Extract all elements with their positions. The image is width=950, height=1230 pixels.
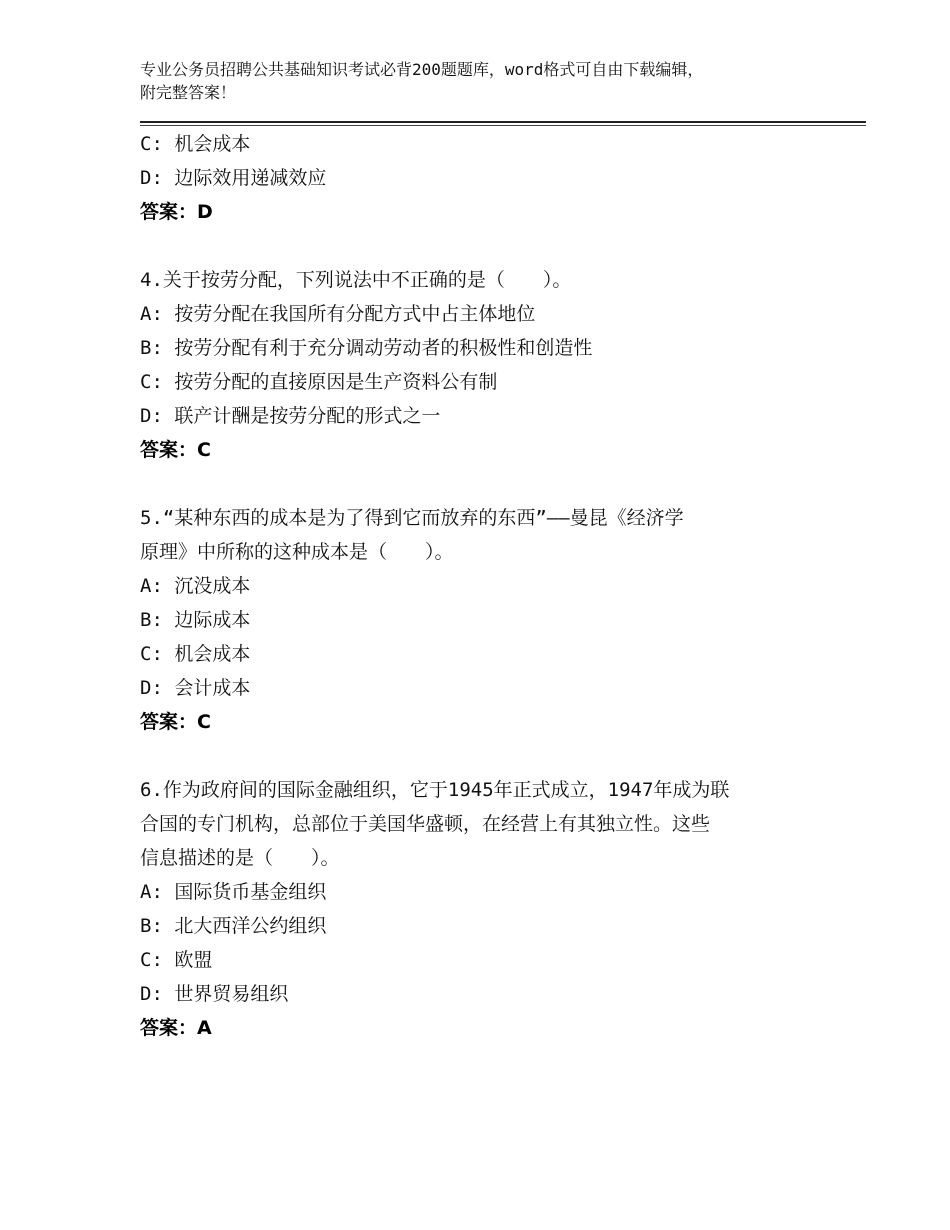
previous-question-tail [140, 127, 820, 229]
option-a: A: 沉没成本 [140, 575, 251, 597]
option-c: C: 欧盟 [140, 949, 213, 971]
option-b: B: 北大西洋公约组织 [140, 915, 327, 937]
answer-line: 答案：C [140, 439, 211, 461]
option-d: D: 边际效用递减效应 [140, 167, 327, 189]
question-text-line: 合国的专门机构，总部位于美国华盛顿，在经营上有其独立性。这些 [140, 813, 711, 835]
header-line-1: 专业公务员招聘公共基础知识考试必背200题题库，word格式可自由下载编辑， [140, 60, 704, 79]
option-c: C: 按劳分配的直接原因是生产资料公有制 [140, 371, 498, 393]
question-4 [140, 263, 820, 467]
question-text-line: 4.关于按劳分配，下列说法中不正确的是（ ）。 [140, 269, 572, 291]
header-rule-thick [140, 121, 866, 123]
page-header [140, 58, 840, 104]
question-text-line: 6.作为政府间的国际金融组织，它于1945年正式成立，1947年成为联 [140, 779, 730, 801]
option-d: D: 会计成本 [140, 677, 251, 699]
question-text-line: 原理》中所称的这种成本是（ ）。 [140, 541, 454, 563]
answer-line: 答案：D [140, 201, 213, 223]
header-rule-thin [140, 125, 866, 126]
option-c: C: 机会成本 [140, 133, 251, 155]
option-a: A: 国际货币基金组织 [140, 881, 327, 903]
option-d: D: 联产计酬是按劳分配的形式之一 [140, 405, 441, 427]
header-line-2: 附完整答案！ [140, 83, 237, 102]
option-b: B: 按劳分配有利于充分调动劳动者的积极性和创造性 [140, 337, 593, 359]
option-c: C: 机会成本 [140, 643, 251, 665]
answer-line: 答案：A [140, 1017, 212, 1039]
question-text-line: 信息描述的是（ ）。 [140, 847, 340, 869]
question-6 [140, 773, 820, 1045]
answer-line: 答案：C [140, 711, 211, 733]
document-body [140, 127, 820, 1045]
question-5 [140, 501, 820, 739]
option-b: B: 边际成本 [140, 609, 251, 631]
option-a: A: 按劳分配在我国所有分配方式中占主体地位 [140, 303, 536, 325]
question-text-line: 5.“某种东西的成本是为了得到它而放弃的东西”——曼昆《经济学 [140, 507, 684, 529]
option-d: D: 世界贸易组织 [140, 983, 289, 1005]
